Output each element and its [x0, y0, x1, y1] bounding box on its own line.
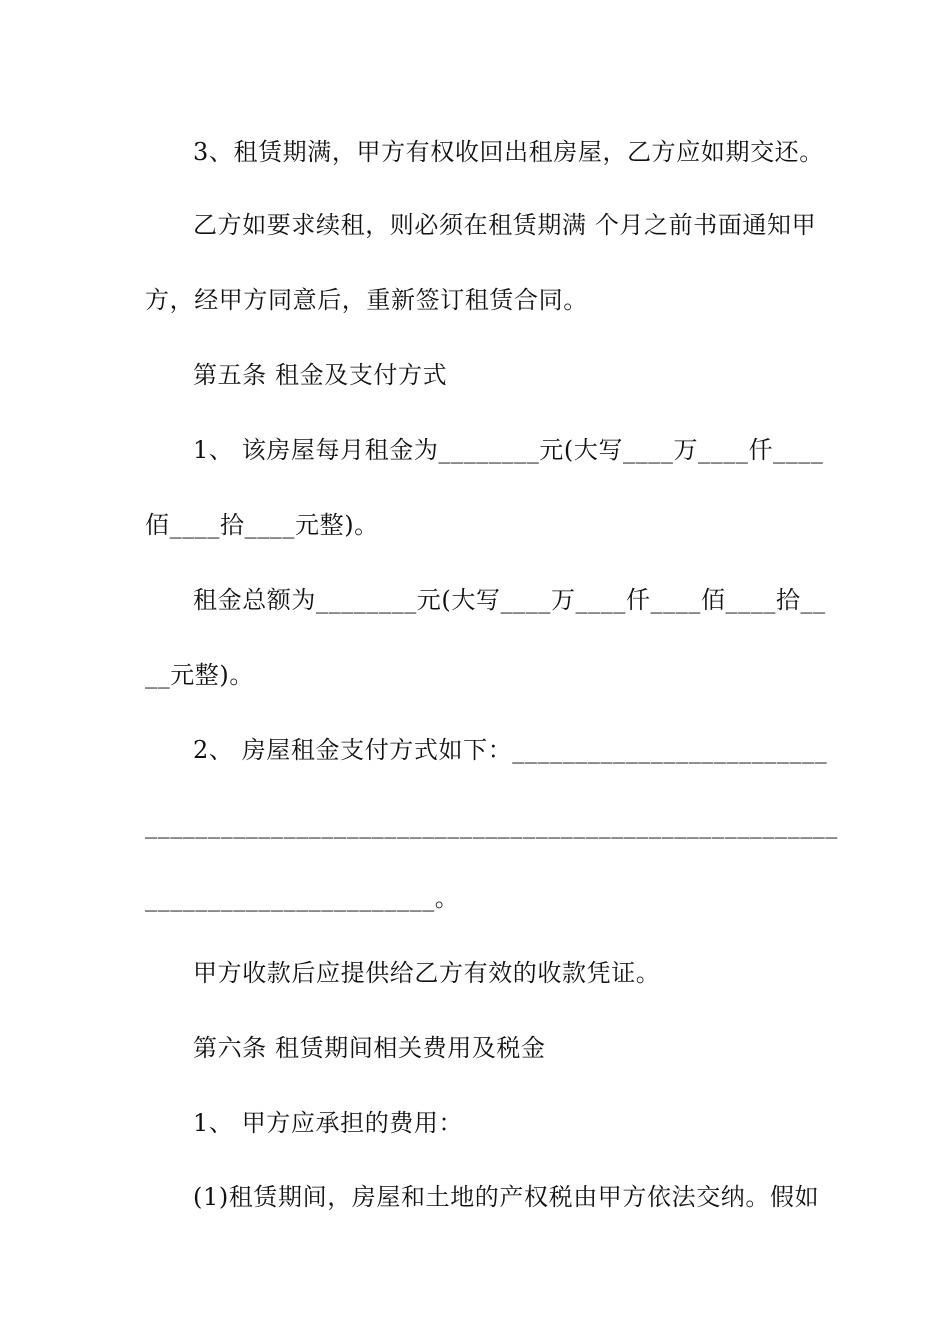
monthly-rent-line-2: 佰____拾____元整)。	[145, 511, 379, 539]
payment-method-line-2: _______________________________________________________	[145, 811, 838, 839]
article-5-heading: 第五条 租金及支付方式	[193, 361, 448, 389]
article-6-heading: 第六条 租赁期间相关费用及税金	[193, 1034, 546, 1062]
property-tax-paragraph: (1)租赁期间，房屋和土地的产权税由甲方依法交纳。假如	[193, 1183, 820, 1211]
renewal-paragraph-line-2: 方，经甲方同意后，重新签订租赁合同。	[145, 286, 588, 314]
total-rent-line-1: 租金总额为________元(大写____万____仟____佰____拾__	[193, 586, 826, 614]
clause-4-item-3: 3、租赁期满，甲方有权收回出租房屋，乙方应如期交还。	[193, 138, 824, 166]
payment-method-line-3: _______________________。	[145, 884, 460, 912]
monthly-rent-line-1: 1、 该房屋每月租金为________元(大写____万____仟____	[193, 436, 824, 464]
renewal-paragraph-line-1: 乙方如要求续租，则必须在租赁期满 个月之前书面通知甲	[193, 211, 817, 239]
total-rent-line-2: __元整)。	[145, 661, 254, 689]
landlord-fees-heading: 1、 甲方应承担的费用：	[193, 1109, 464, 1137]
receipt-paragraph: 甲方收款后应提供给乙方有效的收款凭证。	[193, 959, 661, 987]
payment-method-line-1: 2、 房屋租金支付方式如下：_________________________	[193, 736, 828, 764]
